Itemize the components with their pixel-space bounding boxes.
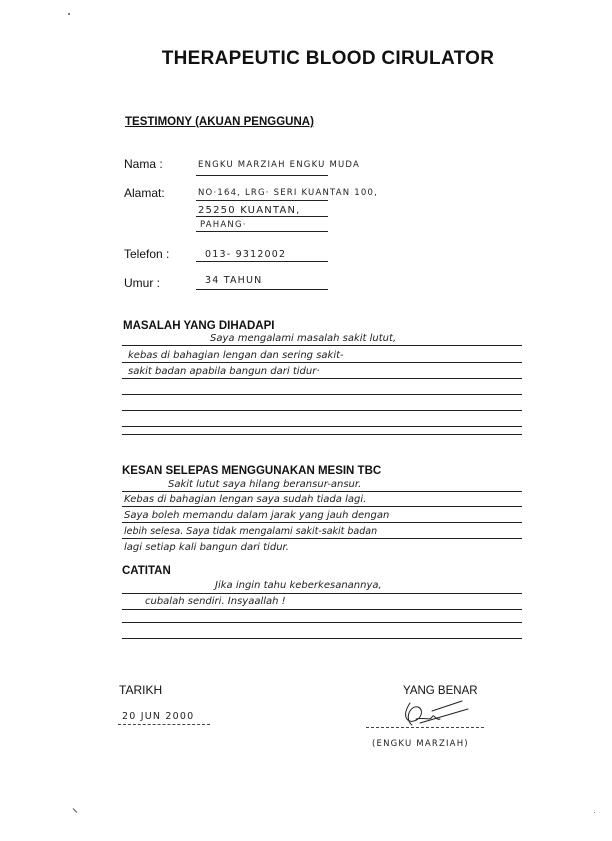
telefon-underline: [196, 261, 328, 262]
masalah-line-1: Saya mengalami masalah sakit lutut,: [210, 333, 397, 344]
masalah-rule-6: [122, 426, 522, 427]
telefon-label: Telefon :: [124, 247, 170, 261]
catitan-rule-2: [122, 609, 522, 610]
kesan-rule-2: [122, 506, 522, 507]
tarikh-label: TARIKH: [119, 683, 163, 697]
umur-value: 34 TAHUN: [205, 275, 263, 286]
tarikh-underline: [118, 724, 210, 725]
kesan-rule-3: [122, 522, 522, 523]
scan-speck: [73, 808, 78, 813]
masalah-heading: MASALAH YANG DIHADAPI: [123, 320, 275, 332]
signature-image: [380, 697, 480, 731]
alamat-underline-3: [196, 231, 328, 232]
testimony-heading: TESTIMONY (AKUAN PENGGUNA): [125, 116, 314, 128]
kesan-line-1: Sakit lutut saya hilang beransur-ansur.: [168, 479, 362, 490]
alamat-line-1: NO·164, LRG· SERI KUANTAN 100,: [198, 188, 378, 198]
nama-label: Nama :: [124, 157, 163, 171]
alamat-label: Alamat:: [124, 186, 165, 200]
kesan-line-3: Saya boleh memandu dalam jarak yang jauh dengan: [124, 510, 390, 521]
scan-speck: [68, 13, 70, 15]
masalah-rule-1: [122, 345, 522, 346]
kesan-line-5: lagi setiap kali bangun dari tidur.: [124, 542, 289, 553]
catitan-line-1: Jika ingin tahu keberkesanannya,: [215, 580, 382, 591]
masalah-line-2: kebas di bahagian lengan dan sering sakit-: [128, 350, 344, 361]
catitan-rule-4: [122, 638, 522, 639]
masalah-rule-2: [122, 362, 522, 363]
masalah-rule-3: [122, 378, 522, 379]
catitan-line-2: cubalah sendiri. Insyaallah !: [145, 596, 286, 607]
signature-line: [366, 727, 484, 728]
umur-label: Umur :: [124, 276, 160, 290]
catitan-rule-3: [122, 622, 522, 623]
masalah-line-3: sakit badan apabila bangun dari tidur·: [128, 366, 320, 377]
alamat-line-2: 25250 KUANTAN,: [198, 205, 301, 216]
masalah-rule-7: [122, 434, 522, 435]
kesan-rule-1: [122, 491, 522, 492]
nama-underline: [196, 175, 328, 176]
alamat-underline-1: [196, 200, 328, 201]
kesan-heading: KESAN SELEPAS MENGGUNAKAN MESIN TBC: [122, 465, 382, 477]
document-title: THERAPEUTIC BLOOD CIRULATOR: [161, 48, 495, 69]
masalah-rule-4: [122, 394, 522, 395]
scan-speck: [594, 812, 595, 813]
nama-value: ENGKU MARZIAH ENGKU MUDA: [198, 160, 361, 170]
kesan-rule-4: [122, 538, 522, 539]
signatory-name: (ENGKU MARZIAH): [372, 739, 469, 749]
catitan-rule-1: [122, 593, 522, 594]
telefon-value: 013- 9312002: [205, 249, 287, 260]
masalah-rule-5: [122, 410, 522, 411]
kesan-line-4: lebih selesa. Saya tidak mengalami sakit-sakit badan: [124, 526, 378, 537]
alamat-underline-2: [196, 216, 328, 217]
kesan-line-2: Kebas di bahagian lengan saya sudah tiada lagi.: [124, 494, 367, 505]
yang-benar-label: YANG BENAR: [403, 685, 478, 697]
umur-underline: [196, 289, 328, 290]
alamat-line-3: PAHANG·: [200, 220, 247, 230]
tarikh-value: 20 JUN 2000: [122, 711, 195, 722]
catitan-heading: CATITAN: [122, 565, 171, 577]
